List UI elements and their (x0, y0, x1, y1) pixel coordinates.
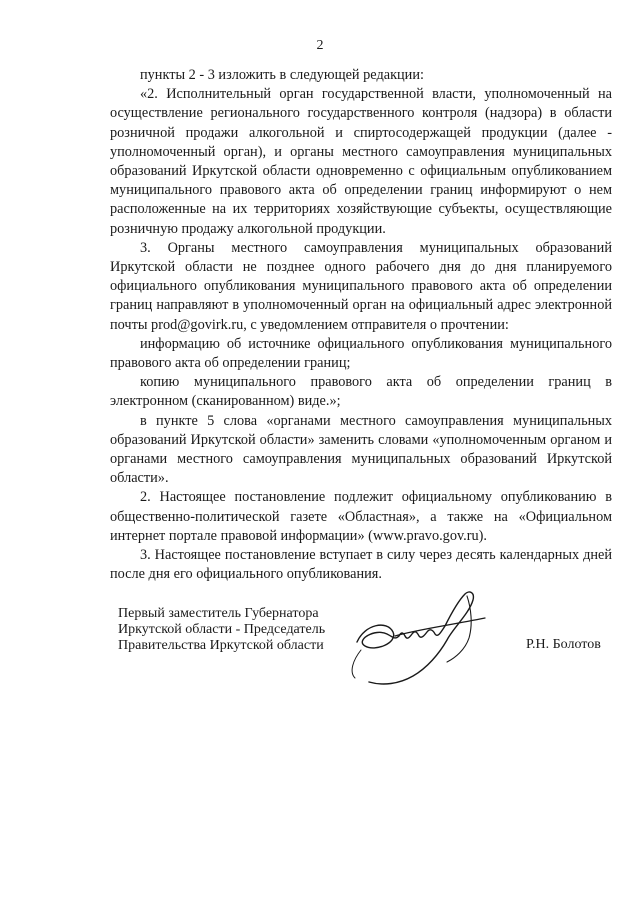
document-body (110, 66, 612, 584)
page-number: 2 (316, 38, 324, 53)
signatory-name: Р.Н. Болотов (526, 637, 601, 652)
paragraph-publication: 2. Настоящее постановление подлежит официальному опубликованию в общественно-политической газете «Областная», а также на «Официальном интернет портале правовой информации» (www.pravo.gov.ru). (110, 489, 612, 544)
paragraph-info-source: информацию об источнике официального опубликования муниципального правового акта об определении границ; (110, 335, 612, 372)
signatory-position-line: Правительства Иркутской области (118, 638, 324, 653)
signature-stroke (357, 592, 473, 684)
signature-stroke (352, 650, 361, 678)
paragraph-item-2: «2. Исполнительный орган государственной власти, уполномоченный на осуществление регионального государственного контроля (надзора) в области розничной продажи алкогольной и спиртосодержащей продукции (далее - уполномоченный орган), и органы местного самоуправления муниципальных образований Иркутской области одновременно с официальным опубликованием муниципального правового акта об определении границ информируют о нем расположенные на их территориях хозяйствующие субъекты, осуществляющие розничную продажу алкогольной продукции. (110, 86, 612, 237)
paragraph-entry-into-force: 3. Настоящее постановление вступает в силу через десять календарных дней после дня его официального опубликования. (110, 547, 612, 583)
paragraph-copy-act: копию муниципального правового акта об определении границ в электронном (сканированном) виде.»; (110, 374, 612, 410)
handwritten-signature (335, 580, 505, 690)
signatory-position-line: Иркутской области - Председатель (118, 622, 326, 637)
paragraph-intro: пункты 2 - 3 изложить в следующей редакции: (140, 67, 424, 83)
signature-stroke (447, 596, 471, 662)
paragraph-item-3: 3. Органы местного самоуправления муниципальных образований Иркутской области не позднее одного рабочего дня до дня планируемого официального опубликования муниципального правового акта об определении границ направляют в уполномоченный орган на официальный адрес электронной почты prod@govirk.ru, с уведомлением отправителя о прочтении: (110, 239, 612, 333)
signatory-position-line: Первый заместитель Губернатора (118, 606, 319, 621)
paragraph-item-5-change: в пункте 5 слова «органами местного самоуправления муниципальных образований Иркутской области» заменить словами «уполномоченным органом и органами местного самоуправления муниципальных образований Иркутской области». (110, 412, 612, 487)
